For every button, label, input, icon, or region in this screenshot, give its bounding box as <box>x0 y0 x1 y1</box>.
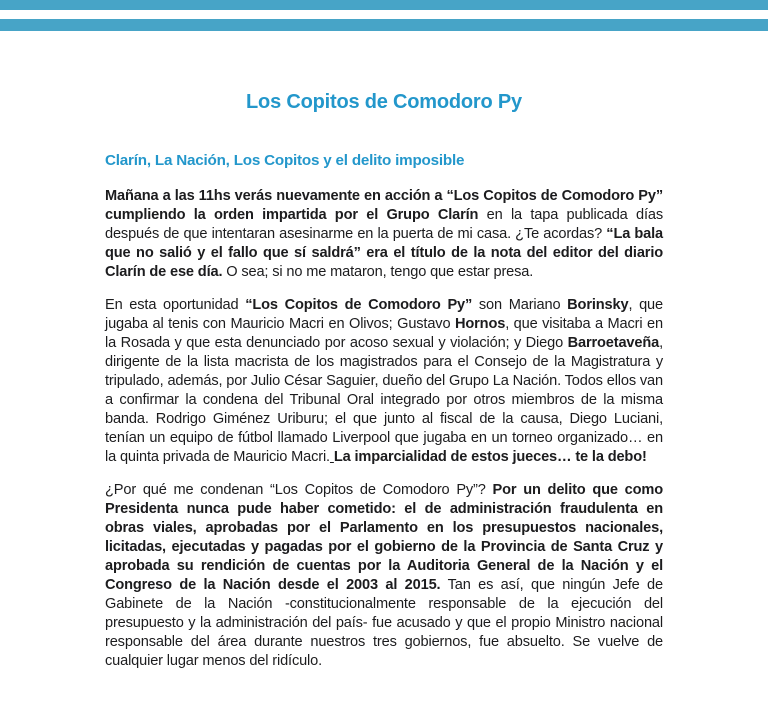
text-run: ¿Por qué me condenan “Los Copitos de Comodoro Py”? <box>105 482 493 498</box>
article-title: Los Copitos de Comodoro Py <box>246 91 522 113</box>
text-run: “Los Copitos de Comodoro Py” <box>245 297 473 313</box>
paragraph <box>105 481 663 671</box>
paragraph <box>105 187 663 282</box>
text-run: , que visitaba a Macri en la Rosada y que esta denunciado por acoso sexual y violación; y Diego <box>105 316 663 351</box>
text-run: , que jugaba al tenis con Mauricio Macri en Olivos; Gustavo <box>105 297 663 332</box>
text-run: O sea; si no me mataron, tengo que estar presa. <box>222 264 534 280</box>
article-body <box>105 187 663 671</box>
text-run: La imparcialidad de estos jueces… te la debo! <box>333 449 647 465</box>
text-run: Tan es así, que ningún Jefe de Gabinete de la Nación -constitucionalmente responsable de la ejecución del presupuesto y la administración del país- fue acusado y que el propio Ministro nacional responsable del área durante nuestros tres gobiernos, fue absuelto. Se vuelve de cualquier lugar menos del ridículo. <box>105 577 663 669</box>
text-run: en la tapa publicada días después de que intentaran asesinarme en la puerta de mi casa. ¿Te acordas? <box>105 207 663 242</box>
text-run: Por un delito que como Presidenta nunca pude haber cometido: el de administración fraudulenta en obras viales, aprobadas por el Parlamento en los presupuestos nacionales, licitadas, ejecutadas y pagadas por el gobierno de la Provincia de Santa Cruz y aprobada su rendición de cuentas por la Auditoria General de la Nación y el Congreso de la Nación desde el 2003 al 2015. <box>105 482 663 593</box>
text-run: Hornos <box>455 316 506 332</box>
text-run: son Mariano <box>472 297 568 313</box>
text-run: , dirigente de la lista macrista de los magistrados para el Consejo de la Magistratura y tripulado, además, por Julio César Saguier, dueño del Grupo La Nación. Todos ellos van a confirmar la condena del Tribunal Oral integrado por otros miembros de la misma banda. Rodrigo Giménez Uriburu; el que junto al fiscal de la causa, Diego Luciani, tenían un equipo de fútbol llamado Liverpool que jugaba en un torneo organizado… en la quinta privada de Mauricio Macri. <box>105 335 663 465</box>
flag-stripe-top <box>0 0 768 10</box>
text-run: Borinsky <box>567 297 629 313</box>
paragraph <box>105 296 663 467</box>
flag-stripe-bottom <box>0 19 768 31</box>
text-run: Mañana a las 11hs verás nuevamente en acción a “Los Copitos de Comodoro Py” cumpliendo la orden impartida por el Grupo Clarín <box>105 188 663 223</box>
text-run: En esta oportunidad <box>105 297 246 313</box>
article-subtitle: Clarín, La Nación, Los Copitos y el delito imposible <box>105 152 465 169</box>
text-run: “La bala que no salió y el fallo que sí saldrá” era el título de la nota del editor del diario Clarín de ese día. <box>105 226 663 280</box>
text-run: Barroetaveña <box>567 335 660 351</box>
